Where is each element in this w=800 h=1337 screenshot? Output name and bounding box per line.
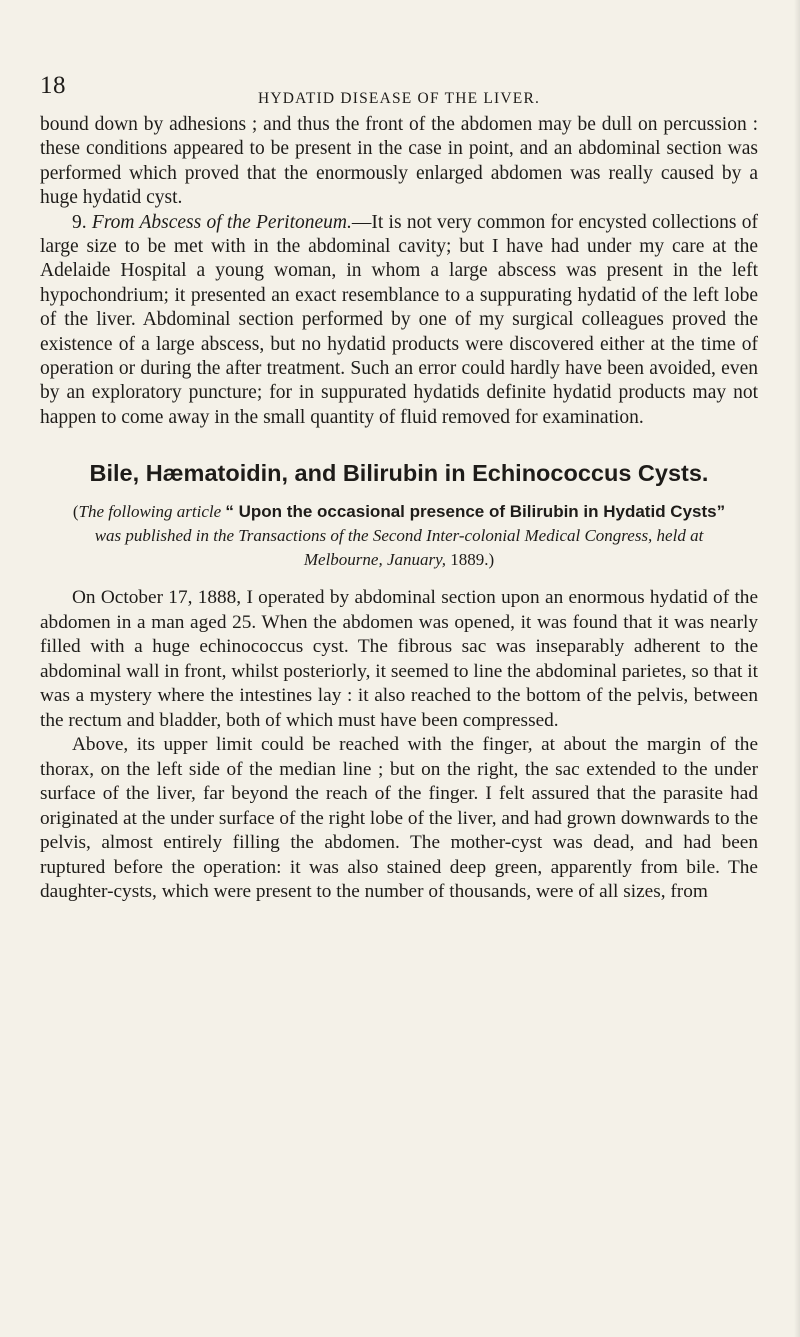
- note-article-title: “ Upon the occasional presence of Bilirubin in Hydatid Cysts”: [225, 502, 726, 522]
- note-year: 1889.): [450, 550, 495, 570]
- body-text: [40, 113, 758, 905]
- item-9-title: From Abscess of the Peritoneum.: [91, 211, 352, 233]
- item-9-paragraph: [40, 211, 758, 431]
- running-head: [0, 72, 800, 112]
- publication-note: [40, 500, 758, 572]
- continuation-paragraph: bound down by adhesions ; and thus the front of the abdomen may be dull on percussion : these conditions appeared to be present in the case in point, and an abdominal section was performed which proved that the enormously enlarged abdomen was really caused by a huge hydatid cyst.: [40, 114, 758, 209]
- item-9-number: 9.: [72, 211, 87, 233]
- page-edge-shadow: [794, 0, 800, 1337]
- note-publication: was published in the Transactions of the Second Inter-colonial Medical Congress, held at Melbourne, January,: [94, 526, 704, 570]
- section-heading: Bile, Hæmatoidin, and Bilirubin in Echinococcus Cysts.: [89, 460, 709, 487]
- running-title: HYDATID DISEASE OF THE LIVER.: [258, 90, 541, 107]
- section-gap: [40, 430, 758, 458]
- section-paragraph-1: On October 17, 1888, I operated by abdominal section upon an enormous hydatid of the abdomen in a man aged 25. When the abdomen was opened, it was found that it was nearly filled with a huge echinococcus cyst. The fibrous sac was inseparably adherent to the abdominal wall in front, whilst posteriorly, it seemed to line the abdominal parietes, so that it was a mystery where the intestines lay : it also reached to the bottom of the pelvis, between the rectum and bladder, both of which must have been compressed.: [40, 587, 758, 731]
- note-open-paren: (: [72, 502, 79, 522]
- item-9-text: —It is not very common for encysted collections of large size to be met with in the abdominal cavity; but I have had under my care at the Adelaide Hospital a young woman, in whom a large abscess was present in the left hypochondrium; it presented an exact resemblance to a suppurating hydatid of the left lobe of the liver. Abdominal section performed by one of my surgical colleagues proved the existence of a large abscess, but no hydatid products were discovered either at the time of operation or during the after treatment. Such an error could hardly have been avoided, even by an exploratory puncture; for in suppurated hydatids definite hydatid products may not happen to come away in the small quantity of fluid removed for examination.: [40, 211, 758, 428]
- page-number: 18: [40, 72, 66, 99]
- section-body: [40, 586, 758, 905]
- note-intro: The following article: [78, 502, 222, 522]
- note-spacer: [40, 572, 758, 586]
- section-paragraph-2: Above, its upper limit could be reached with the finger, at about the margin of the thorax, on the left side of the median line ; but on the right, the sac extended to the under surface of the liver, far beyond the reach of the finger. I felt assured that the parasite had originated at the under surface of the right lobe of the liver, and had grown downwards to the pelvis, almost entirely filling the abdomen. The mother-cyst was dead, and had been ruptured before the operation: it was also stained deep green, apparently from bile. The daughter-cysts, which were present to the number of thousands, were of all sizes, from: [40, 734, 758, 903]
